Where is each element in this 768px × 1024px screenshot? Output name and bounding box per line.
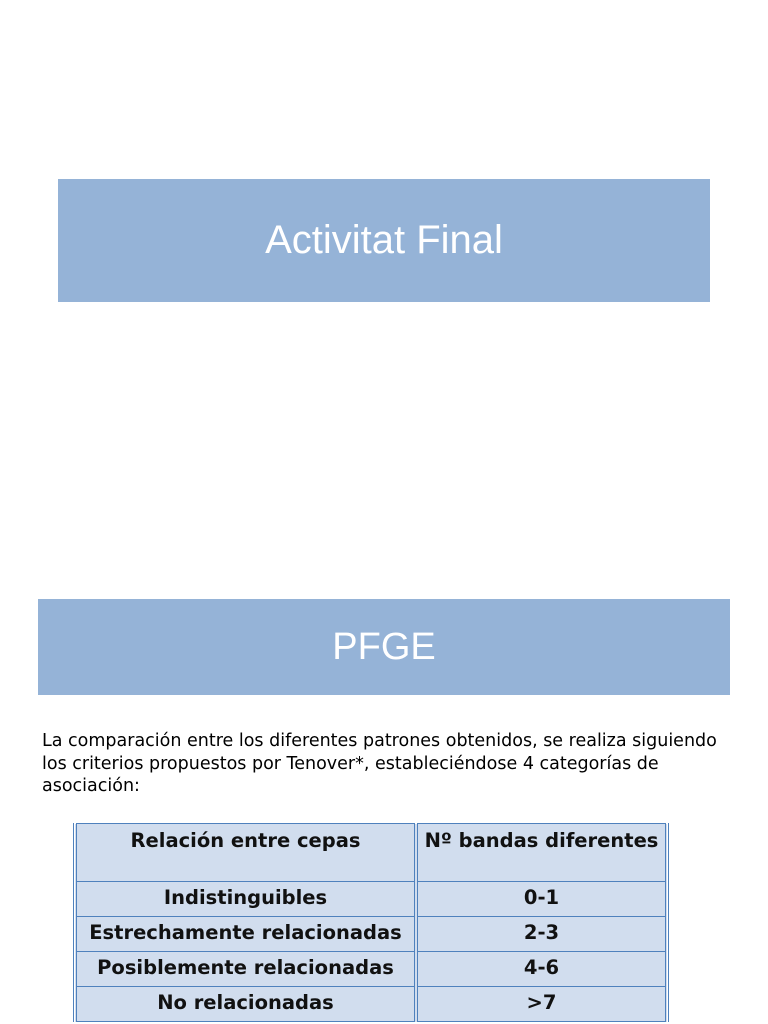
table-header-row [75, 824, 667, 882]
relation-text: Posiblemente relacionadas [97, 956, 394, 979]
association-table [73, 823, 669, 1022]
slide-title: Activitat Final [265, 218, 503, 262]
bands-cell [416, 917, 667, 952]
relation-cell [75, 917, 416, 952]
bands-cell [416, 882, 667, 917]
bands-text: >7 [526, 991, 557, 1014]
intro-paragraph: La comparación entre los diferentes patrones obtenidos, se realiza siguiendo los criterios propuestos por Tenover*, estableciéndose 4 categorías de asociación: [42, 731, 717, 796]
bands-text: 4-6 [523, 956, 560, 979]
section-banner [38, 599, 730, 695]
bands-cell [416, 952, 667, 987]
table-row [75, 917, 667, 952]
table-row [75, 952, 667, 987]
section-title: PFGE [332, 625, 436, 668]
relation-text: No relacionadas [157, 991, 334, 1014]
column-header: Relación entre cepas [75, 824, 416, 882]
relation-text: Indistinguibles [163, 886, 328, 909]
relation-cell [75, 952, 416, 987]
column-header: Nº bandas diferentes [416, 824, 667, 882]
bands-text: 2-3 [523, 921, 560, 944]
bands-cell [416, 987, 667, 1022]
relation-cell [75, 882, 416, 917]
relation-text: Estrechamente relacionadas [89, 921, 402, 944]
table-row [75, 882, 667, 917]
relation-cell [75, 987, 416, 1022]
table-row [75, 987, 667, 1022]
title-banner [58, 179, 710, 302]
bands-text: 0-1 [523, 886, 560, 909]
